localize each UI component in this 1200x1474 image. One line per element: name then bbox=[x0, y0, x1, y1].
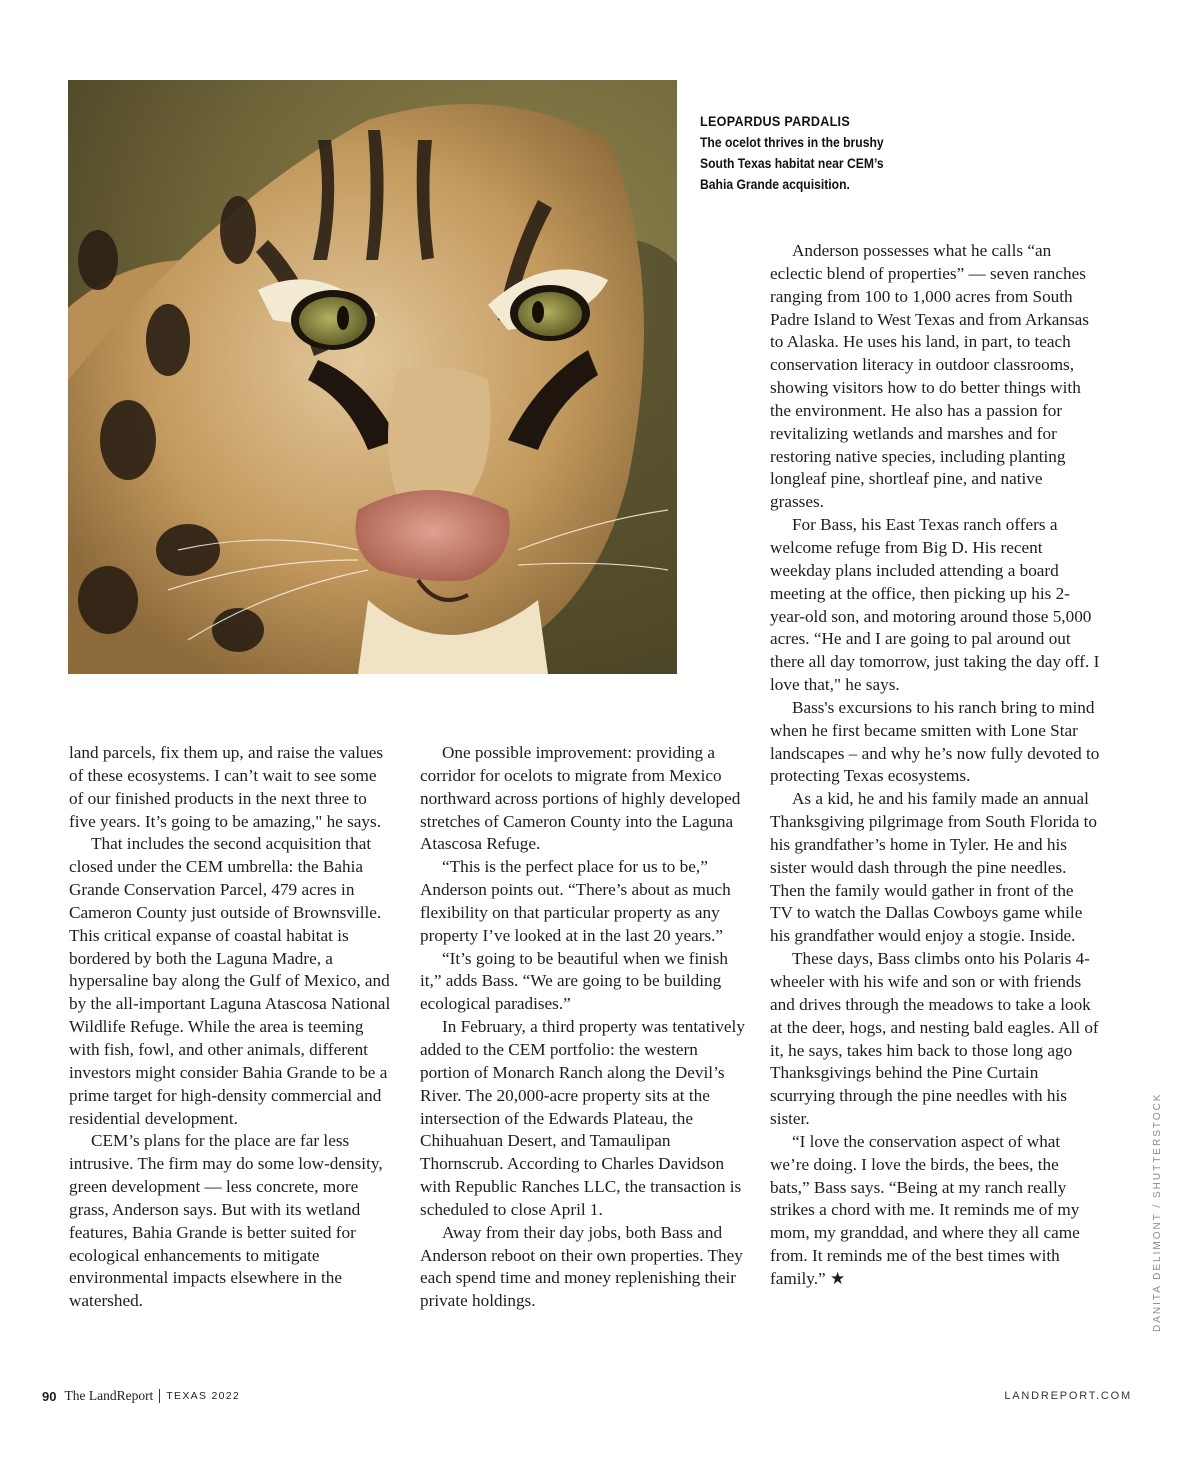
photo-caption bbox=[700, 111, 934, 195]
footer-divider bbox=[159, 1389, 160, 1403]
paragraph: One possible improvement: providing a corridor for ocelots to migrate from Mexico northward across portions of highly developed stretches of Cameron County into the Laguna Atascosa Refuge. bbox=[420, 743, 741, 854]
page-footer bbox=[42, 1388, 1132, 1404]
page-number: 90 bbox=[42, 1388, 57, 1404]
magazine-logo: The LandReport bbox=[64, 1388, 154, 1403]
paragraph: Anderson possesses what he calls “an eclectic blend of properties” — seven ranches ranging from 100 to 1,000 acres from South Padre Island to West Texas and from Arkansas to Alaska. He uses his land, in part, to teach conservation literacy in outdoor classrooms, showing visitors how to do better things with the environment. He also has a passion for revitalizing wetlands and marshes and for restoring native species, including planting longleaf pine, shortleaf pine, and native grasses. bbox=[770, 241, 1089, 512]
paragraph: Away from their day jobs, both Bass and Anderson reboot on their own properties. They each spend time and money replenishing their private holdings. bbox=[420, 1222, 743, 1311]
ocelot-illustration bbox=[68, 80, 677, 674]
caption-title: LEOPARDUS PARDALIS bbox=[700, 113, 851, 129]
article-column-3 bbox=[770, 240, 1100, 1291]
paragraph: As a kid, he and his family made an annual Thanksgiving pilgrimage from South Florida to his grandfather’s home in Tyler. He and his sister would dash through the pine needles. Then the family would gather in front of the TV to watch the Dallas Cowboys game while his grandfather would enjoy a stogie. Inside. bbox=[770, 789, 1098, 946]
paragraph: These days, Bass climbs onto his Polaris 4-wheeler with his wife and son or with friends and drives through the meadows to take a look at the deer, hogs, and nesting bald eagles. All of it, he says, takes him back to those long ago Thanksgivings behind the Pine Curtain scurrying through the pine needles with his sister. bbox=[770, 949, 1099, 1129]
issue-label: TEXAS 2022 bbox=[166, 1390, 241, 1402]
ocelot-photo bbox=[68, 80, 677, 674]
website-link[interactable]: LANDREPORT.COM bbox=[1004, 1390, 1132, 1402]
paragraph: In February, a third property was tentatively added to the CEM portfolio: the western portion of Monarch Ranch along the Devil’s River. The 20,000-acre property sits at the intersection of the Edwards Plateau, the Chihuahuan Desert, and Tamaulipan Thornscrub. According to Charles Davidson with Republic Ranches LLC, the transaction is scheduled to close April 1. bbox=[420, 1017, 745, 1219]
article-column-1 bbox=[69, 742, 391, 1313]
caption-line: South Texas habitat near CEM’s bbox=[700, 156, 884, 171]
paragraph: CEM’s plans for the place are far less intrusive. The firm may do some low-density, green development — less concrete, more grass, Anderson says. But with its wetland features, Bahia Grande is better suited for ecological enhancements to mitigate environmental impacts elsewhere in the watershed. bbox=[69, 1131, 383, 1311]
paragraph: “It’s going to be beautiful when we finish it,” adds Bass. “We are going to be building ecological paradises.” bbox=[420, 948, 728, 1014]
caption-line: The ocelot thrives in the brushy bbox=[700, 135, 884, 150]
photo-credit: DANITA DELIMONT / SHUTTERSTOCK bbox=[1152, 1092, 1163, 1332]
paragraph: That includes the second acquisition that closed under the CEM umbrella: the Bahia Grande Conservation Parcel, 479 acres in Cameron County just outside of Brownsville. This critical expanse of coastal habitat is bordered by both the Laguna Madre, a hypersaline bay along the Gulf of Mexico, and by the all-important Laguna Atascosa National Wildlife Refuge. While the area is teeming with fish, fowl, and other animals, different investors might consider Bahia Grande to be a prime target for high-density commercial and residential development. bbox=[69, 834, 391, 1128]
article-column-2 bbox=[420, 742, 750, 1313]
paragraph: Bass's excursions to his ranch bring to mind when he first became smitten with Lone Star landscapes – and why he’s now fully devoted to protecting Texas ecosystems. bbox=[770, 697, 1100, 786]
paragraph: “This is the perfect place for us to be,” Anderson points out. “There’s about as much flexibility on that particular property as any property I’ve looked at in the last 20 years.” bbox=[420, 857, 731, 945]
caption-line: Bahia Grande acquisition. bbox=[700, 177, 850, 192]
paragraph: For Bass, his East Texas ranch offers a welcome refuge from Big D. His recent weekday plans included attending a board meeting at the office, then picking up his 2-year-old son, and motoring around those 5,000 acres. “He and I are going to pal around out there all day tomorrow, just taking the day off. I love that," he says. bbox=[770, 515, 1100, 695]
paragraph: land parcels, fix them up, and raise the values of these ecosystems. I can’t wait to see some of our finished products in the next three to five years. It’s going to be amazing," he says. bbox=[69, 743, 384, 831]
paragraph: “I love the conservation aspect of what we’re doing. I love the birds, the bees, the bats,” Bass says. “Being at my ranch really strikes a chord with me. It reminds me of my mom, my granddad, and where they all came from. It reminds me of the best times with family.” ★ bbox=[770, 1131, 1080, 1288]
